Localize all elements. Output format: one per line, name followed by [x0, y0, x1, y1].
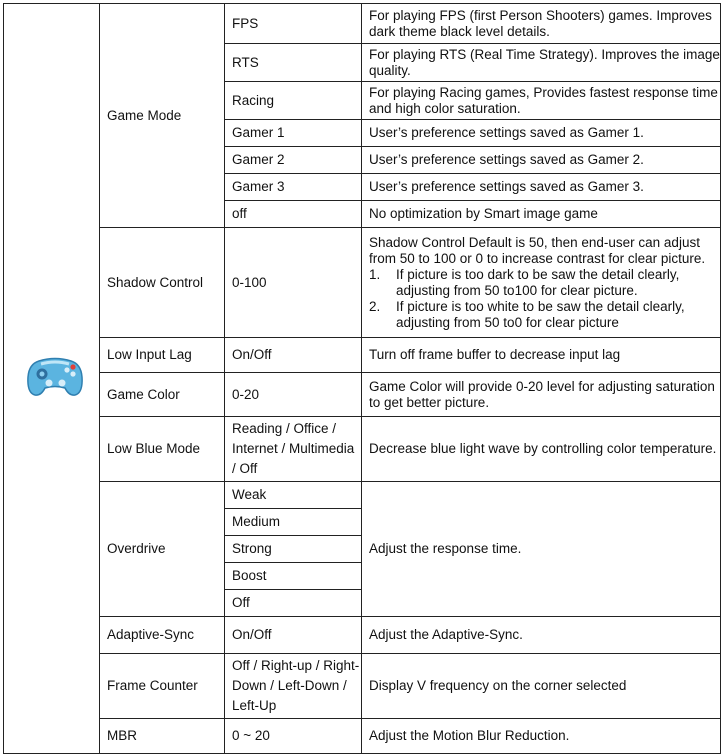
adaptive-sync-label: Adaptive-Sync: [100, 617, 225, 654]
overdrive-option: Weak: [225, 482, 362, 509]
game-mode-desc: User’s preference settings saved as Gamer 3.: [362, 174, 721, 201]
low-input-lag-value: On/Off: [225, 338, 362, 373]
table-row: [4, 654, 721, 719]
game-mode-option: Racing: [225, 82, 362, 120]
game-mode-desc: User’s preference settings saved as Gamer 1.: [362, 120, 721, 147]
game-mode-option: off: [225, 201, 362, 228]
shadow-control-intro: Shadow Control Default is 50, then end-user can adjust from 50 to 100 or 0 to increase contrast for clear picture.: [369, 234, 706, 266]
mbr-label: MBR: [100, 719, 225, 754]
game-color-desc: Game Color will provide 0-20 level for adjusting saturation to get better picture.: [362, 373, 721, 417]
table-row: [4, 719, 721, 754]
low-blue-mode-desc: Decrease blue light wave by controlling color temperature.: [362, 417, 721, 482]
adaptive-sync-desc: Adjust the Adaptive-Sync.: [362, 617, 721, 654]
adaptive-sync-value: On/Off: [225, 617, 362, 654]
overdrive-option: Boost: [225, 563, 362, 590]
game-mode-option: Gamer 2: [225, 147, 362, 174]
gamepad-icon: [25, 355, 85, 399]
overdrive-option: Strong: [225, 536, 362, 563]
game-mode-desc: For playing FPS (first Person Shooters) games. Improves dark theme black level details.: [362, 4, 721, 44]
overdrive-option: Medium: [225, 509, 362, 536]
table-row: [4, 4, 721, 44]
game-mode-desc: No optimization by Smart image game: [362, 201, 721, 228]
game-mode-option: Gamer 3: [225, 174, 362, 201]
mbr-desc: Adjust the Motion Blur Reduction.: [362, 719, 721, 754]
game-mode-option: RTS: [225, 44, 362, 82]
overdrive-desc: Adjust the response time.: [362, 482, 721, 617]
low-blue-mode-value: Reading / Office / Internet / Multimedia / Off: [225, 417, 362, 482]
game-mode-label: Game Mode: [100, 4, 225, 228]
frame-counter-value: Off / Right-up / Right-Down / Left-Down / Left-Up: [225, 654, 362, 719]
mbr-value: 0 ~ 20: [225, 719, 362, 754]
frame-counter-label: Frame Counter: [100, 654, 225, 719]
game-mode-option: Gamer 1: [225, 120, 362, 147]
game-mode-desc: For playing Racing games, Provides fastest response time and high color saturation.: [362, 82, 721, 120]
shadow-control-value: 0-100: [225, 228, 362, 338]
low-input-lag-desc: Turn off frame buffer to decrease input lag: [362, 338, 721, 373]
step-text: If picture is too dark to be saw the detail clearly, adjusting from 50 to100 for clear picture.: [396, 266, 680, 298]
game-setting-table: [3, 3, 721, 754]
table-row: [4, 617, 721, 654]
low-blue-mode-label: Low Blue Mode: [100, 417, 225, 482]
game-color-label: Game Color: [100, 373, 225, 417]
list-item: [369, 299, 720, 331]
shadow-control-desc: [362, 228, 721, 338]
table-row: [4, 417, 721, 482]
shadow-control-steps: [369, 267, 720, 331]
step-number: 1.: [369, 266, 381, 282]
table-row: [4, 338, 721, 373]
step-text: If picture is too white to be saw the detail clearly, adjusting from 50 to0 for clear picture: [396, 298, 685, 330]
frame-counter-desc: Display V frequency on the corner selected: [362, 654, 721, 719]
step-number: 2.: [369, 298, 381, 314]
overdrive-option: Off: [225, 590, 362, 617]
game-mode-option: FPS: [225, 4, 362, 44]
table-row: [4, 482, 721, 509]
table-row: [4, 373, 721, 417]
game-color-value: 0-20: [225, 373, 362, 417]
game-setting-icon-cell: [4, 4, 100, 754]
game-mode-desc: For playing RTS (Real Time Strategy). Improves the image quality.: [362, 44, 721, 82]
game-mode-desc: User’s preference settings saved as Gamer 2.: [362, 147, 721, 174]
low-input-lag-label: Low Input Lag: [100, 338, 225, 373]
shadow-control-label: Shadow Control: [100, 228, 225, 338]
table-row: [4, 228, 721, 338]
list-item: [369, 267, 720, 299]
overdrive-label: Overdrive: [100, 482, 225, 617]
